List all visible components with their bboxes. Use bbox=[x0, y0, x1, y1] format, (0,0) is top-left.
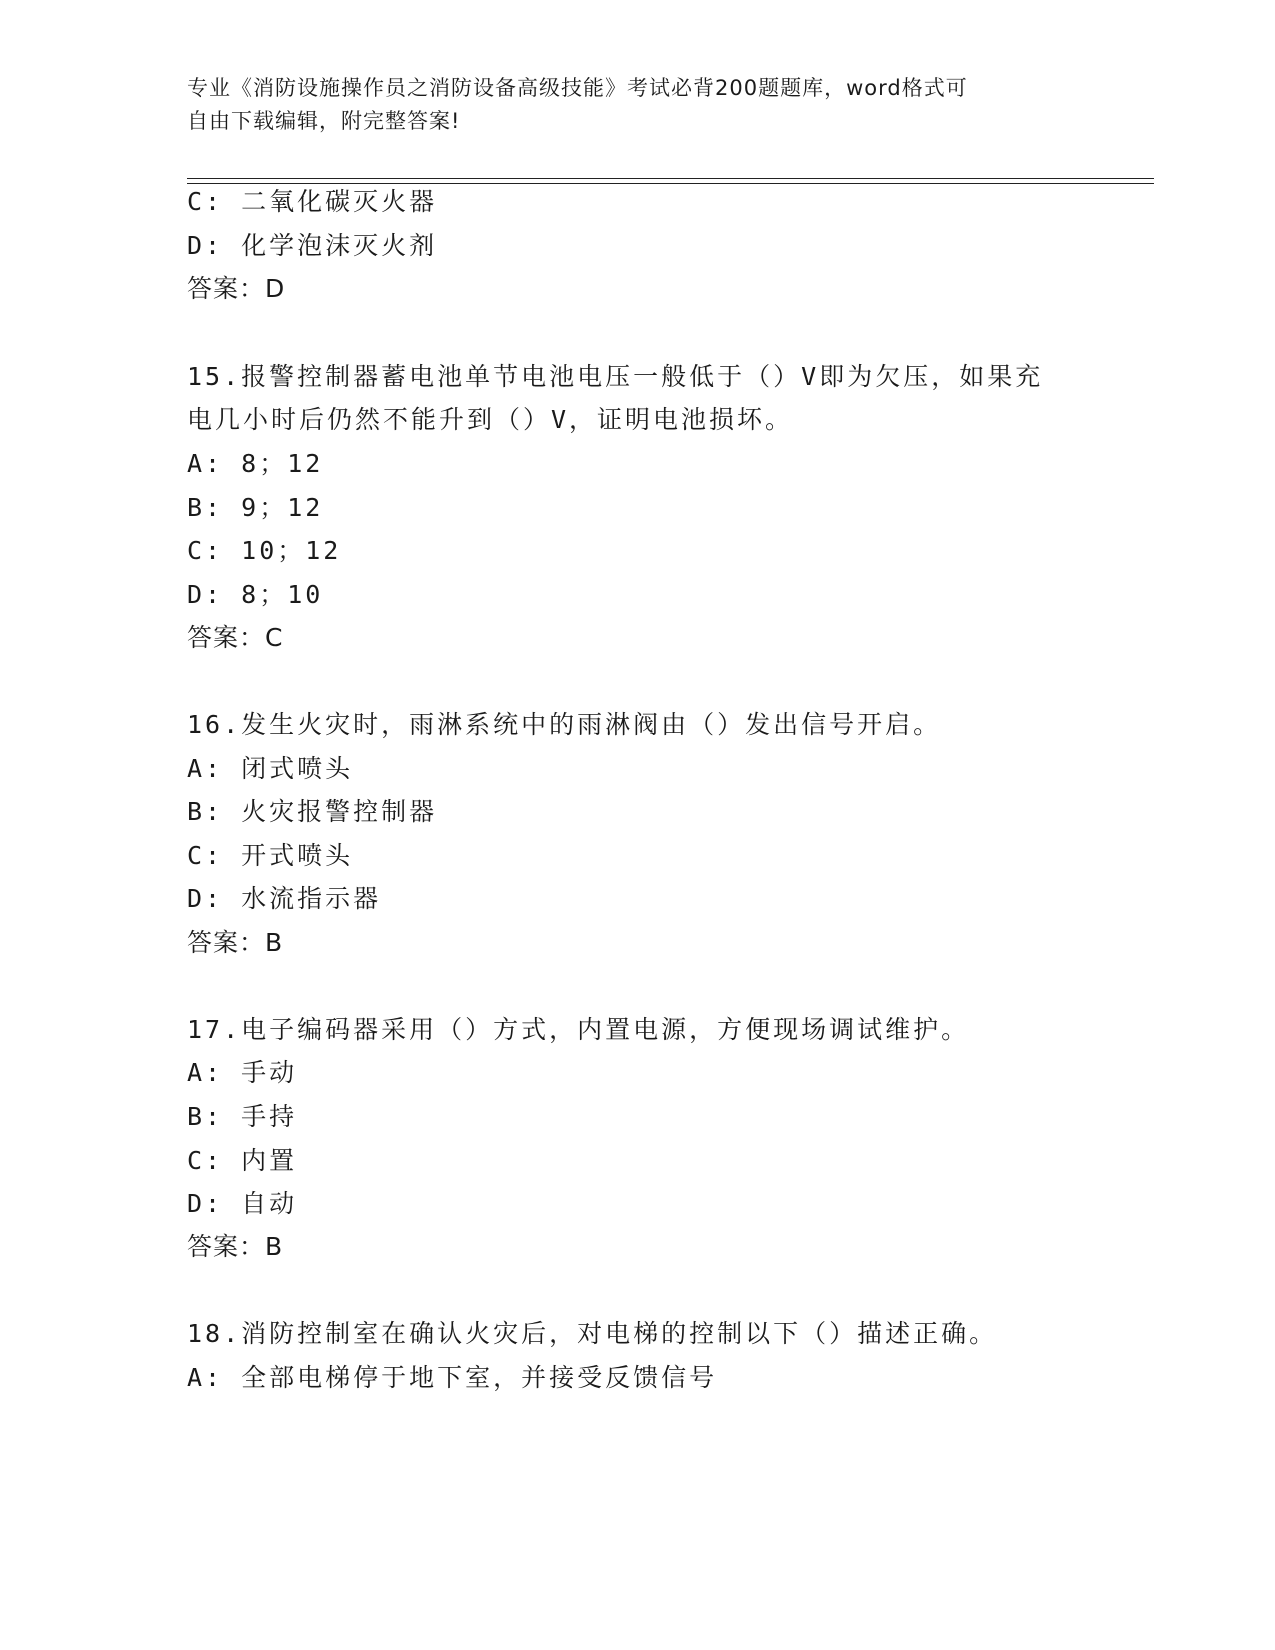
q15-option-b: B: 9；12 bbox=[187, 493, 324, 522]
q17-option-b: B: 手持 bbox=[187, 1102, 298, 1131]
q17-answer: 答案：B bbox=[187, 1232, 284, 1261]
q16-option-b: B: 火灾报警控制器 bbox=[187, 797, 438, 826]
q15-stem-line-1: 15.报警控制器蓄电池单节电池电压一般低于（）V即为欠压，如果充 bbox=[187, 362, 1044, 391]
document-header bbox=[187, 72, 1067, 138]
q17-option-a: A: 手动 bbox=[187, 1058, 298, 1087]
q16-option-a: A: 闭式喷头 bbox=[187, 754, 354, 783]
q18-stem-line-1: 18.消防控制室在确认火灾后，对电梯的控制以下（）描述正确。 bbox=[187, 1319, 998, 1348]
q16-option-d: D: 水流指示器 bbox=[187, 884, 382, 913]
q16-option-c: C: 开式喷头 bbox=[187, 841, 354, 870]
q15-option-a: A: 8；12 bbox=[187, 449, 324, 478]
q17-option-d: D: 自动 bbox=[187, 1189, 298, 1218]
q16-answer: 答案：B bbox=[187, 928, 284, 957]
q17-option-c: C: 内置 bbox=[187, 1146, 298, 1175]
header-title-line-1: 专业《消防设施操作员之消防设备高级技能》考试必背200题题库，word格式可 bbox=[187, 76, 968, 100]
prev-answer: 答案：D bbox=[187, 274, 286, 303]
q15-option-c: C: 10；12 bbox=[187, 536, 342, 565]
q17-stem-line-1: 17.电子编码器采用（）方式，内置电源，方便现场调试维护。 bbox=[187, 1015, 970, 1044]
q16-stem-line-1: 16.发生火灾时，雨淋系统中的雨淋阀由（）发出信号开启。 bbox=[187, 710, 942, 739]
header-divider-top bbox=[187, 178, 1154, 179]
q15-answer: 答案：C bbox=[187, 623, 284, 652]
header-title-line-2: 自由下载编辑，附完整答案! bbox=[187, 109, 461, 133]
q15-option-d: D: 8；10 bbox=[187, 580, 324, 609]
q15-stem-line-2: 电几小时后仍然不能升到（）V，证明电池损坏。 bbox=[187, 405, 794, 434]
q18-option-a: A: 全部电梯停于地下室，并接受反馈信号 bbox=[187, 1363, 718, 1392]
prev-option-d: D: 化学泡沫灭火剂 bbox=[187, 231, 438, 260]
header-divider-bottom bbox=[187, 183, 1154, 184]
prev-option-c: C: 二氧化碳灭火器 bbox=[187, 187, 438, 216]
